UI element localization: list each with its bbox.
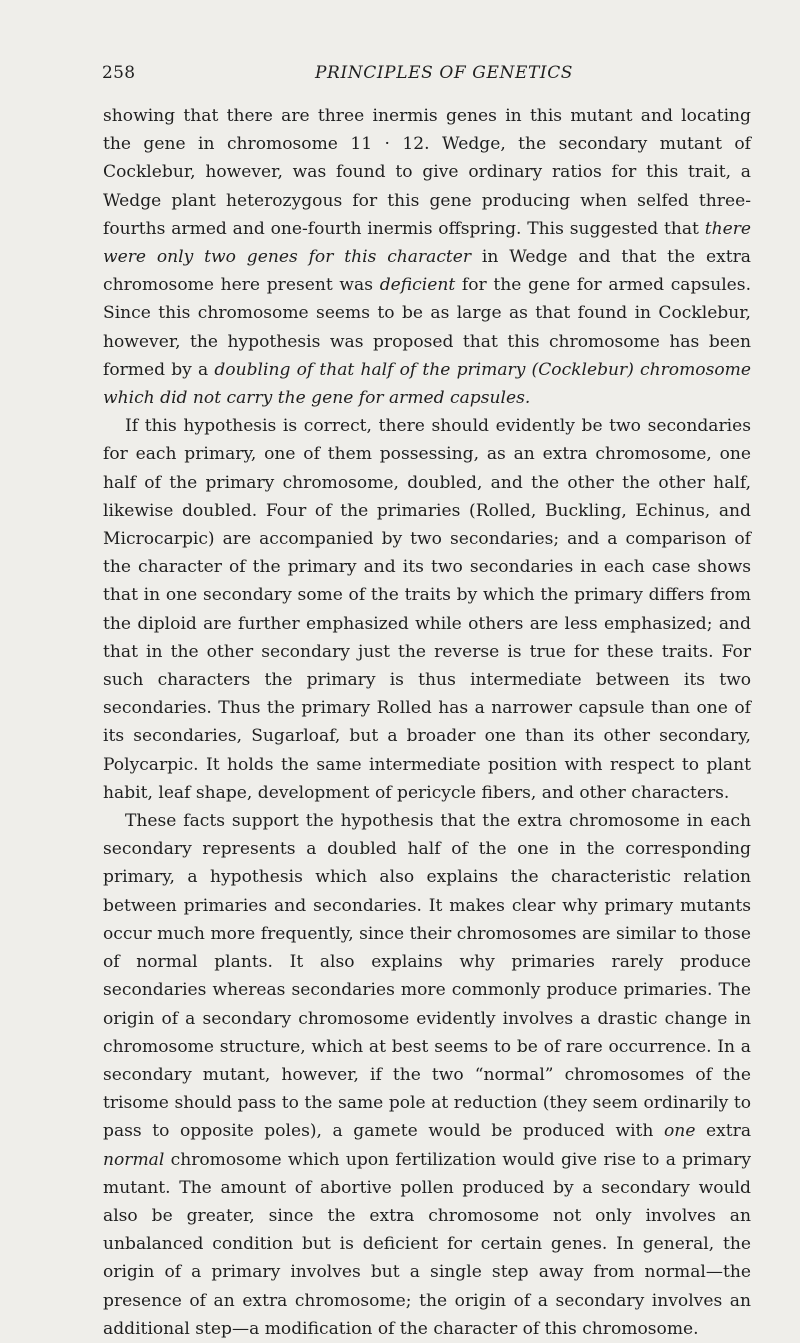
emphasis-run: normal [103, 1149, 165, 1170]
running-title: PRINCIPLES OF GENETICS [315, 63, 574, 83]
paragraph-3 [103, 807, 751, 1343]
text-run: If this hypothesis is correct, there should evidently be two secondaries for each primary, one of them possessing, as an extra chromosome, one half of the primary chromosome, doubled, and the other the other half, likewise doubled. Four of the primaries (Rolled, Buckling, Echinus, and Microcarpic) are accompanied by two secondaries; and a comparison of the character of the primary and its two secondaries in each case shows that in one secondary some of the traits by which the primary differs from the diploid are further emphasized while others are less emphasized; and that in the other secondary just the reverse is true for these traits. For such characters the primary is thus intermediate between its two secondaries. Thus the primary Rolled has a narrower capsule than one of its secondaries, Sugarloaf, but a broader one than its other secondary, Polycarpic. It holds the same intermediate position with respect to plant habit, leaf shape, development of pericycle fibers, and other characters. [103, 416, 751, 803]
body-text [103, 102, 751, 1343]
text-run: in Wedge and that the extra chromosome here present was [103, 247, 751, 296]
text-run: showing that there are three inermis genes in this mutant and locating the gene in chromosome 11 · 12. Wedge, the secondary mutant of Cocklebur, however, was found to give ordinary ratios for this trait, a Wedge plant heterozygous for this gene producing when selfed three-fourths armed and one-fourth inermis offspring. This suggested that [103, 106, 751, 239]
emphasis-run: one [664, 1121, 696, 1142]
paragraph-1 [103, 102, 751, 412]
book-page [103, 58, 751, 1343]
page-number: 258 [102, 63, 136, 83]
text-run: chromosome which upon fertilization would give rise to a primary mutant. The amount of abortive pollen produced by a secondary would also be greater, since the extra chromosome not only involves an unbalanced condition but is deficient for certain genes. In general, the origin of a primary involves but a single step away from normal—the presence of an extra chromosome; the origin of a secondary involves an additional step—a modification of the character of this chromosome. [103, 1149, 751, 1339]
text-run: for the gene for armed capsules. Since this chromosome seems to be as large as that found in Cocklebur, however, the hypothesis was proposed that this chromosome has been formed by a [103, 275, 751, 380]
paragraph-2 [103, 412, 751, 807]
text-run: These facts support the hypothesis that the extra chromosome in each secondary represents a doubled half of the one in the corresponding primary, a hypothesis which also explains the characteristic relation between primaries and secondaries. It makes clear why primary mutants occur much more frequently, since their chromosomes are similar to those of normal plants. It also explains why primaries rarely produce secondaries whereas secondaries more commonly produce primaries. The origin of a secondary chromosome evidently involves a drastic change in chromosome structure, which at best seems to be of rare occurrence. In a secondary mutant, however, if the two “normal” chromosomes of the trisome should pass to the same pole at reduction (they seem ordinarily to pass to opposite poles), a gamete would be produced with [103, 811, 751, 1142]
emphasis-run: doubling of that half of the primary (Cocklebur) chromosome which did not carry the gene for armed capsules. [103, 359, 751, 409]
text-run: extra [695, 1121, 752, 1142]
running-head [103, 58, 751, 88]
emphasis-run: there were only two genes for this character [103, 218, 751, 268]
emphasis-run: deficient [379, 275, 456, 296]
